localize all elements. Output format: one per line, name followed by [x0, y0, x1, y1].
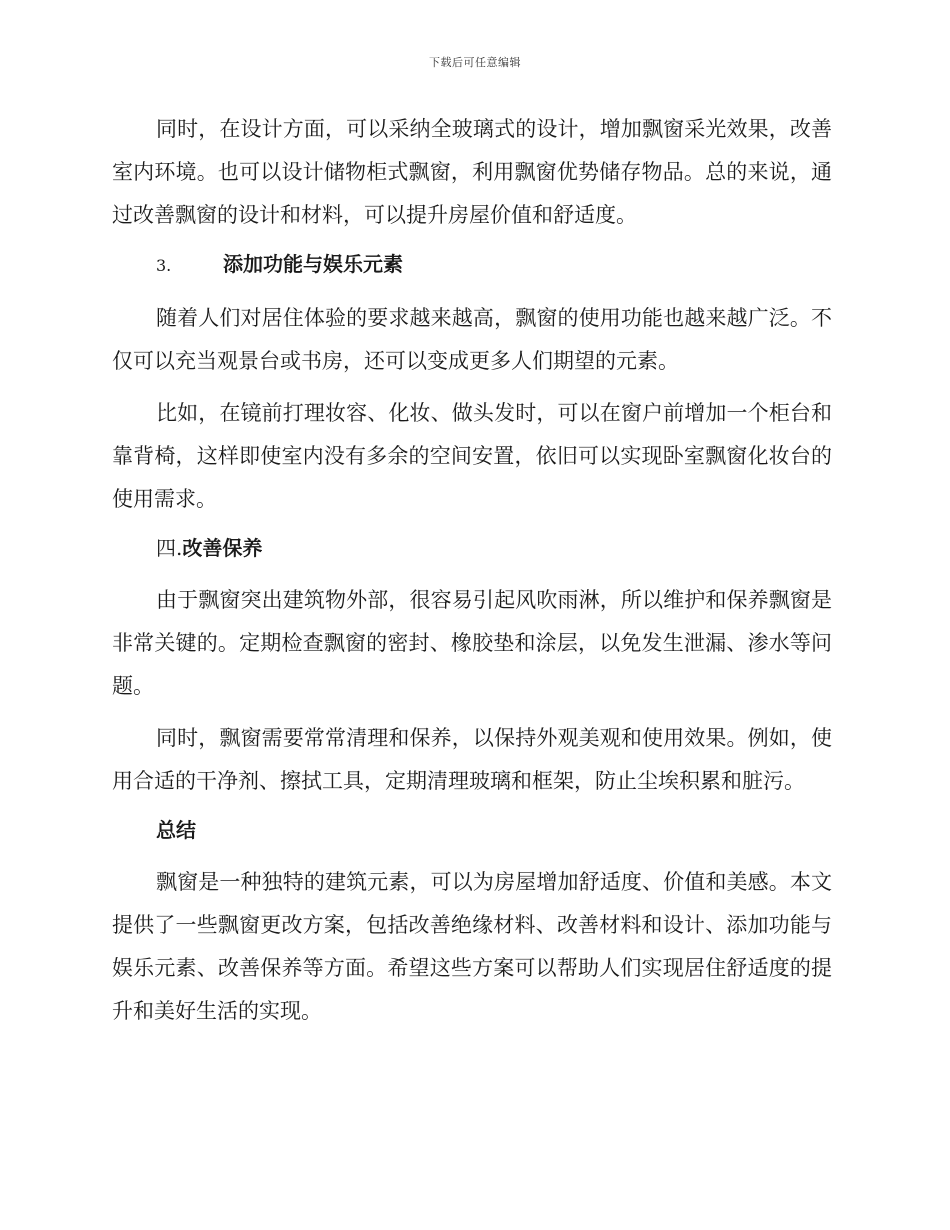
section-heading-3: [112, 250, 832, 280]
section-title-4: 改善保养: [182, 536, 263, 560]
section-title-3: 添加功能与娱乐元素: [223, 252, 403, 276]
section-number-4: 四.: [156, 536, 183, 560]
paragraph-cleaning: 同时，飘窗需要常常清理和保养，以保持外观美观和使用效果。例如，使用合适的干净剂、擦拭工具，定期清理玻璃和框架，防止尘埃积累和脏污。: [112, 726, 832, 793]
summary-heading: 总结: [156, 818, 196, 842]
paragraph-example: 比如，在镜前打理妆容、化妆、做头发时，可以在窗户前增加一个柜台和靠背椅，这样即使室内没有多余的空间安置，依旧可以实现卧室飘窗化妆台的使用需求。: [112, 401, 832, 511]
paragraph-function: 随着人们对居住体验的要求越来越高，飘窗的使用功能也越来越广泛。不仅可以充当观景台或书房，还可以变成更多人们期望的元素。: [112, 306, 832, 373]
section-number-3: 3.: [156, 256, 172, 275]
section-heading-4: [112, 534, 832, 562]
paragraph-design: 同时，在设计方面，可以采纳全玻璃式的设计，增加飘窗采光效果，改善室内环境。也可以设计储物柜式飘窗，利用飘窗优势储存物品。总的来说，通过改善飘窗的设计和材料，可以提升房屋价值和舒适度。: [112, 117, 832, 227]
paragraph-maintenance: 由于飘窗突出建筑物外部，很容易引起风吹雨淋，所以维护和保养飘窗是非常关键的。定期检查飘窗的密封、橡胶垫和涂层，以免发生泄漏、渗水等问题。: [112, 588, 832, 698]
page-header-note: 下载后可任意编辑: [429, 56, 521, 69]
document-body: [112, 108, 832, 1042]
paragraph-summary: 飘窗是一种独特的建筑元素，可以为房屋增加舒适度、价值和美感。本文提供了一些飘窗更改方案，包括改善绝缘材料、改善材料和设计、添加功能与娱乐元素、改善保养等方面。希望这些方案可以帮助人们实现居住舒适度的提升和美好生活的实现。: [112, 870, 832, 1023]
